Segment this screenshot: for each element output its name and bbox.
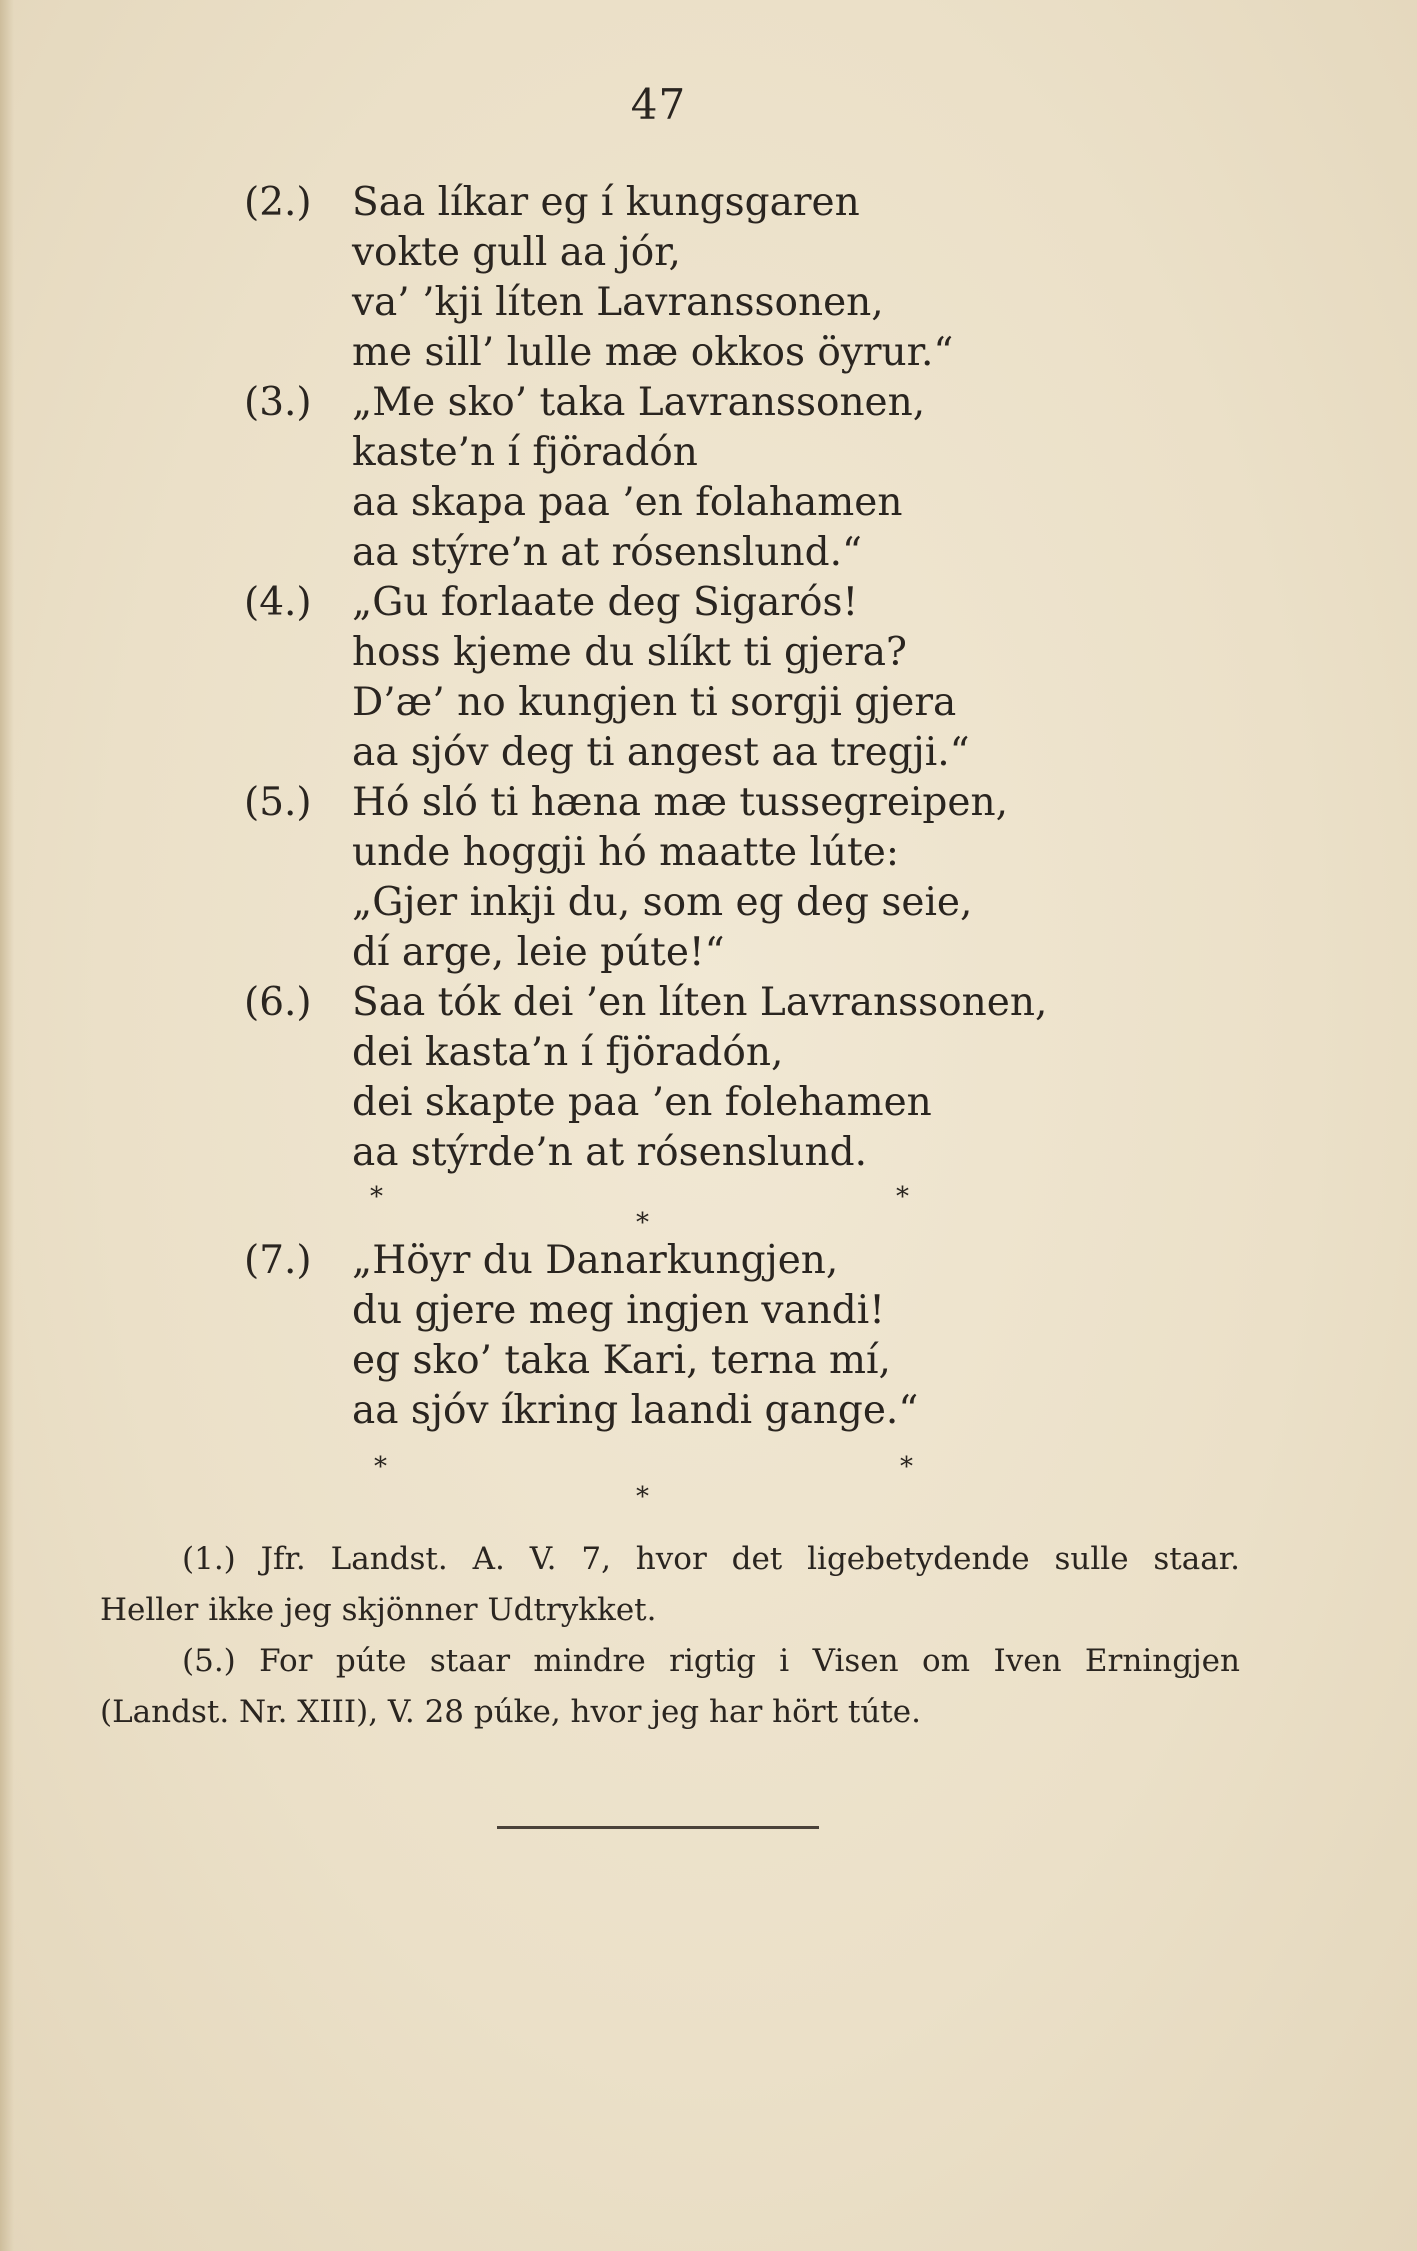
verse-text: Hó sló ti hæna mæ tussegreipen,: [352, 780, 1008, 825]
footnote-line: (Landst. Nr. XIII), V. 28 púke, hvor jeg har hört túte.: [100, 1694, 921, 1730]
verse-line: (6.) Saa tók dei ’en líten Lavranssonen,: [200, 978, 1200, 1028]
verse-text: „Gjer inkji du, som eg deg seie,: [352, 880, 973, 925]
verse-text: vokte gull aa jór,: [352, 230, 681, 275]
verse-line: [200, 278, 1200, 328]
verse-line: [200, 1078, 1200, 1128]
footnote-line: (1.) Jfr. Landst. A. V. 7, hvor det ligebetydende sulle staar.: [182, 1541, 1240, 1577]
verse-text: dei skapte paa ’en folehamen: [352, 1080, 932, 1125]
asterism-1: [200, 1178, 1200, 1238]
verse-text: dí arge, leie púte!“: [352, 930, 725, 975]
verse-line: [200, 1286, 1200, 1336]
verse-line: [200, 428, 1200, 478]
verse-text: aa sjóv íkring laandi gange.“: [352, 1388, 919, 1433]
verse-text: eg sko’ taka Kari, terna mí,: [352, 1338, 891, 1383]
asterism-star: *: [374, 1452, 387, 1482]
verses-part-2: [200, 1236, 1200, 1436]
verse-text: va’ ’kji líten Lavranssonen,: [352, 280, 884, 325]
end-rule: [497, 1826, 819, 1829]
footnote-line: Heller ikke jeg skjönner Udtrykket.: [100, 1592, 657, 1628]
verse-line: [200, 1386, 1200, 1436]
verse-text: du gjere meg ingjen vandi!: [352, 1288, 885, 1333]
verse-text: unde hoggji hó maatte lúte:: [352, 830, 899, 875]
verse-block: [200, 178, 1200, 1512]
asterism-star: *: [370, 1182, 383, 1212]
verse-line: [200, 478, 1200, 528]
verse-line: (4.) „Gu forlaate deg Sigarós!: [200, 578, 1200, 628]
verse-text: aa stýrde’n at rósenslund.: [352, 1130, 867, 1175]
verse-text: hoss kjeme du slíkt ti gjera?: [352, 630, 907, 675]
verse-line: [200, 878, 1200, 928]
verse-text: aa sjóv deg ti angest aa tregji.“: [352, 730, 970, 775]
verse-line: [200, 1336, 1200, 1386]
footnotes: [100, 1534, 1240, 1738]
verse-line: [200, 1128, 1200, 1178]
verse-text: kaste’n í fjöradón: [352, 430, 698, 475]
verse-text: me sill’ lulle mæ okkos öyrur.“: [352, 330, 954, 375]
verse-line: [200, 1028, 1200, 1078]
verse-line: [200, 328, 1200, 378]
verse-text: Saa tók dei ’en líten Lavranssonen,: [352, 980, 1048, 1025]
verse-line: (7.) „Höyr du Danarkungjen,: [200, 1236, 1200, 1286]
verse-line: [200, 828, 1200, 878]
verse-text: aa stýre’n at rósenslund.“: [352, 530, 862, 575]
verse-line: [200, 728, 1200, 778]
verse-line: [200, 628, 1200, 678]
verse-text: D’æ’ no kungjen ti sorgji gjera: [352, 680, 957, 725]
verses-part-1: [200, 178, 1200, 1178]
verse-line: [200, 528, 1200, 578]
verse-text: „Höyr du Danarkungjen,: [352, 1238, 839, 1283]
verse-text: Saa líkar eg í kungsgaren: [352, 180, 860, 225]
verse-line: [200, 228, 1200, 278]
verse-line: [200, 928, 1200, 978]
verse-line: [200, 678, 1200, 728]
asterism-star: *: [636, 1208, 649, 1238]
verse-text: dei kasta’n í fjöradón,: [352, 1030, 784, 1075]
asterism-star: *: [900, 1452, 913, 1482]
verse-text: „Gu forlaate deg Sigarós!: [352, 580, 859, 625]
verse-text: „Me sko’ taka Lavranssonen,: [352, 380, 926, 425]
verse-line: (3.) „Me sko’ taka Lavranssonen,: [200, 378, 1200, 428]
verse-line: (2.) Saa líkar eg í kungsgaren: [200, 178, 1200, 228]
verse-line: (5.) Hó sló ti hæna mæ tussegreipen,: [200, 778, 1200, 828]
verse-text: aa skapa paa ’en folahamen: [352, 480, 903, 525]
asterism-star: *: [636, 1482, 649, 1512]
page-edge-shadow: [0, 0, 14, 2251]
asterism-star: *: [896, 1182, 909, 1212]
asterism-2: [200, 1436, 1200, 1512]
footnote-line: (5.) For púte staar mindre rigtig i Visen om Iven Erningjen: [182, 1643, 1240, 1679]
page-number: 47: [630, 80, 687, 129]
